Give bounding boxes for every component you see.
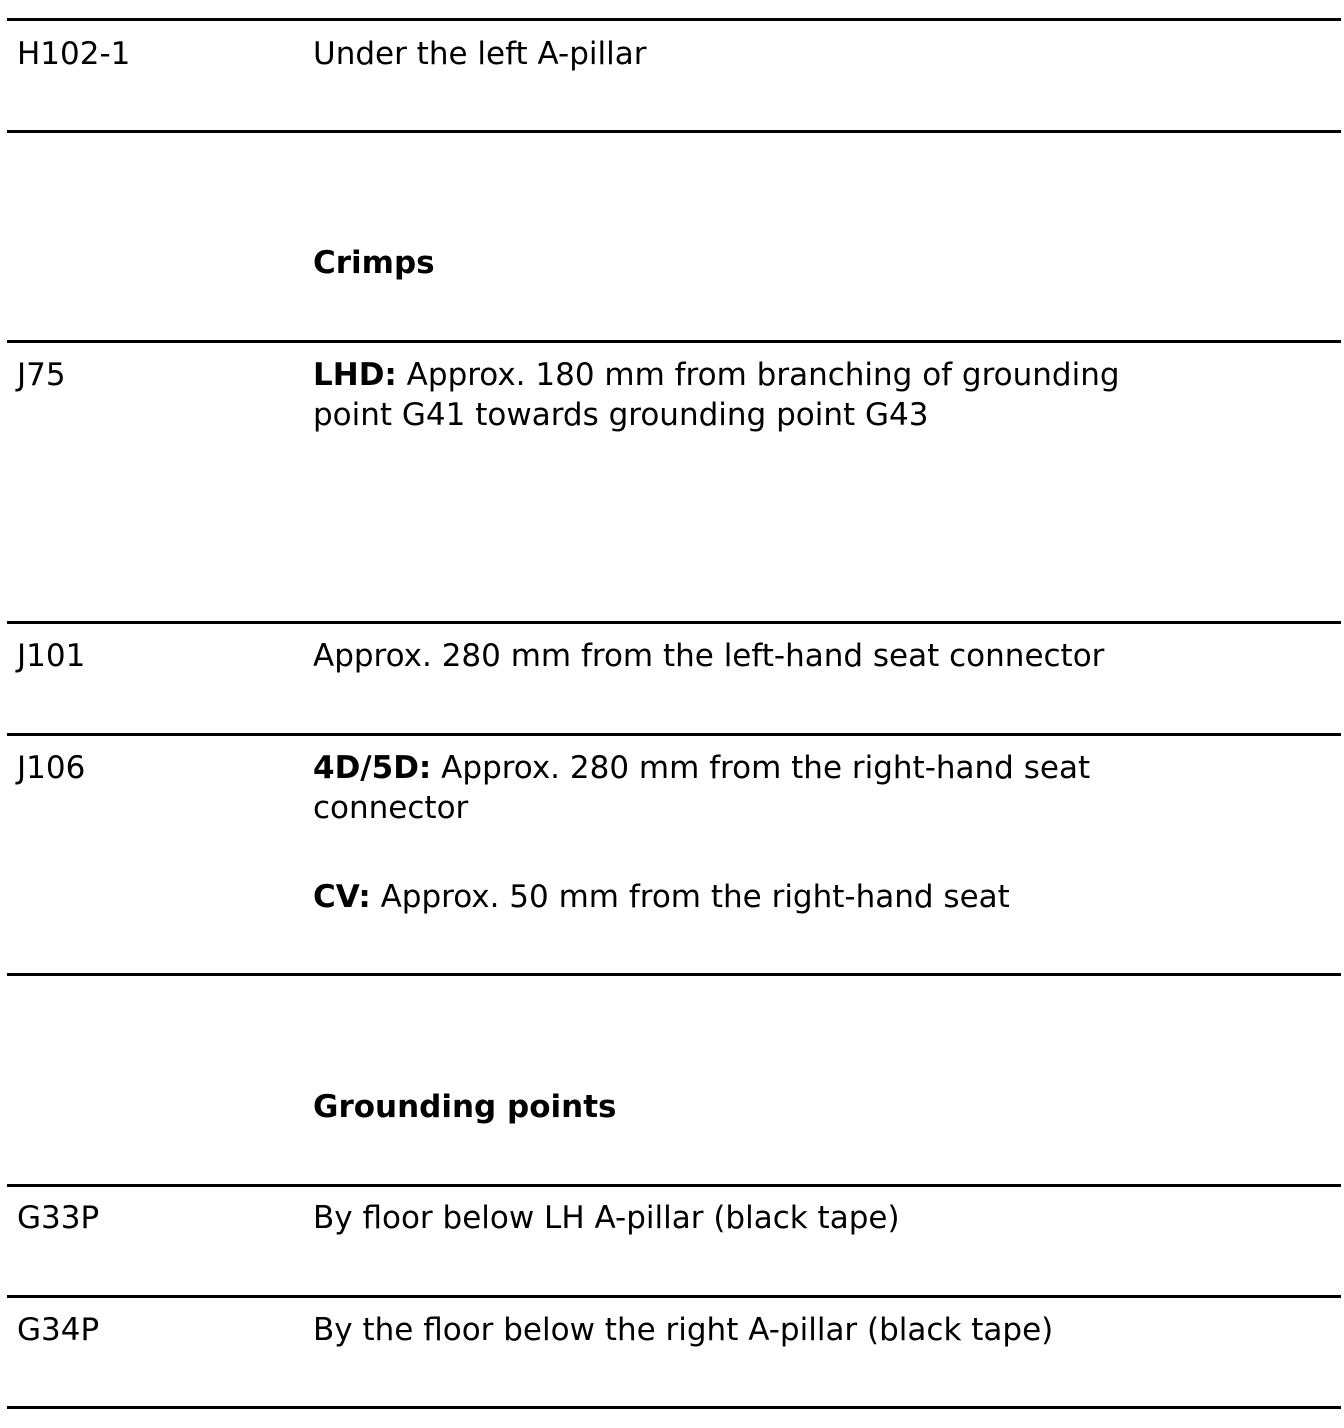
table-row-description-variant xyxy=(313,877,1010,917)
table-rule-top xyxy=(7,18,1341,21)
section-heading-grounding-points: Grounding points xyxy=(313,1089,617,1125)
table-row-description xyxy=(313,355,1120,395)
table-row-code: J75 xyxy=(17,357,66,393)
table-rule xyxy=(7,973,1341,976)
table-row-code: G33P xyxy=(17,1200,100,1236)
table-rule xyxy=(7,1295,1341,1298)
table-row-code: G34P xyxy=(17,1312,100,1348)
table-row-description: Under the left A-pillar xyxy=(313,36,647,72)
table-rule xyxy=(7,130,1341,133)
table-row-description xyxy=(313,748,1090,788)
variant-prefix: CV: xyxy=(313,879,371,915)
table-row-code: J101 xyxy=(17,638,86,674)
table-rule xyxy=(7,1184,1341,1187)
table-rule-bottom xyxy=(7,1406,1341,1409)
description-text: Approx. 50 mm from the right-hand seat xyxy=(370,879,1010,915)
table-row-description: Approx. 280 mm from the left-hand seat connector xyxy=(313,638,1105,674)
section-heading-crimps: Crimps xyxy=(313,245,435,281)
table-row-code: H102-1 xyxy=(17,36,131,72)
table-row-description: By floor below LH A-pillar (black tape) xyxy=(313,1200,900,1236)
table-row-code: J106 xyxy=(17,750,86,786)
table-rule xyxy=(7,733,1341,736)
table-rule xyxy=(7,340,1341,343)
table-rule xyxy=(7,621,1341,624)
variant-prefix: LHD: xyxy=(313,357,397,393)
variant-prefix: 4D/5D: xyxy=(313,750,432,786)
table-row-description: By the floor below the right A-pillar (black tape) xyxy=(313,1312,1054,1348)
table-row-description-cont: point G41 towards grounding point G43 xyxy=(313,397,929,433)
description-text: Approx. 180 mm from branching of grounding xyxy=(396,357,1120,393)
table-row-description-cont: connector xyxy=(313,790,469,826)
description-text: Approx. 280 mm from the right-hand seat xyxy=(431,750,1091,786)
